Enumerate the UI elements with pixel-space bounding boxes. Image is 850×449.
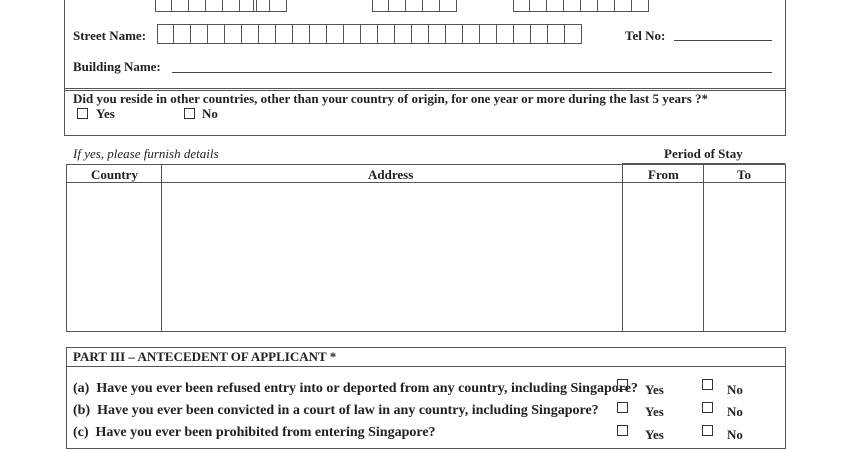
question-a-yes-label: Yes (645, 382, 664, 397)
residence-no-label: No (202, 106, 218, 121)
period-of-stay-header: Period of Stay (664, 146, 743, 161)
question-b: (b) Have you ever been convicted in a court of law in any country, including Singapore? (73, 403, 599, 418)
residence-yes-label: Yes (96, 106, 115, 121)
question-a-no-checkbox[interactable] (702, 379, 713, 390)
period-top-line (622, 163, 785, 164)
building-name-label: Building Name: (73, 59, 161, 74)
building-name-field[interactable] (172, 72, 772, 73)
col-country: Country (91, 167, 138, 182)
residence-question: Did you reside in other countries, other than your country of origin, for one year or more during the last 5 years ?* (73, 91, 709, 106)
question-a-no-label: No (727, 382, 743, 397)
to-cell[interactable] (704, 184, 784, 329)
part3-title: PART III – ANTECEDENT OF APPLICANT * (73, 349, 337, 364)
question-b-no-label: No (727, 404, 743, 419)
top-cells-2[interactable] (253, 0, 287, 12)
address-cell[interactable] (162, 184, 621, 329)
question-b-yes-label: Yes (645, 404, 664, 419)
question-b-no-checkbox[interactable] (702, 402, 713, 413)
top-cells-4[interactable] (513, 0, 649, 12)
question-c: (c) Have you ever been prohibited from entering Singapore? (73, 425, 436, 440)
question-a: (a) Have you ever been refused entry into or deported from any country, including Singapore? (73, 381, 638, 396)
residence-no-checkbox[interactable] (184, 108, 195, 119)
street-name-label: Street Name: (73, 28, 147, 43)
residence-yes-checkbox[interactable] (77, 108, 88, 119)
country-cell[interactable] (67, 184, 160, 329)
tel-label: Tel No: (625, 28, 666, 43)
from-cell[interactable] (623, 184, 702, 329)
question-b-yes-checkbox[interactable] (617, 402, 628, 413)
col-address: Address (368, 167, 414, 182)
part3-title-line (66, 366, 785, 367)
col-to: To (737, 167, 751, 182)
address-frame (64, 0, 786, 91)
question-a-yes-checkbox[interactable] (617, 379, 628, 390)
top-cells-1[interactable] (155, 0, 257, 12)
top-cells-3[interactable] (372, 0, 457, 12)
tel-field[interactable] (674, 40, 772, 41)
details-hint: If yes, please furnish details (73, 146, 219, 161)
question-c-no-label: No (727, 427, 743, 442)
question-c-yes-label: Yes (645, 427, 664, 442)
street-name-field[interactable] (157, 24, 582, 44)
col-from: From (648, 167, 679, 182)
